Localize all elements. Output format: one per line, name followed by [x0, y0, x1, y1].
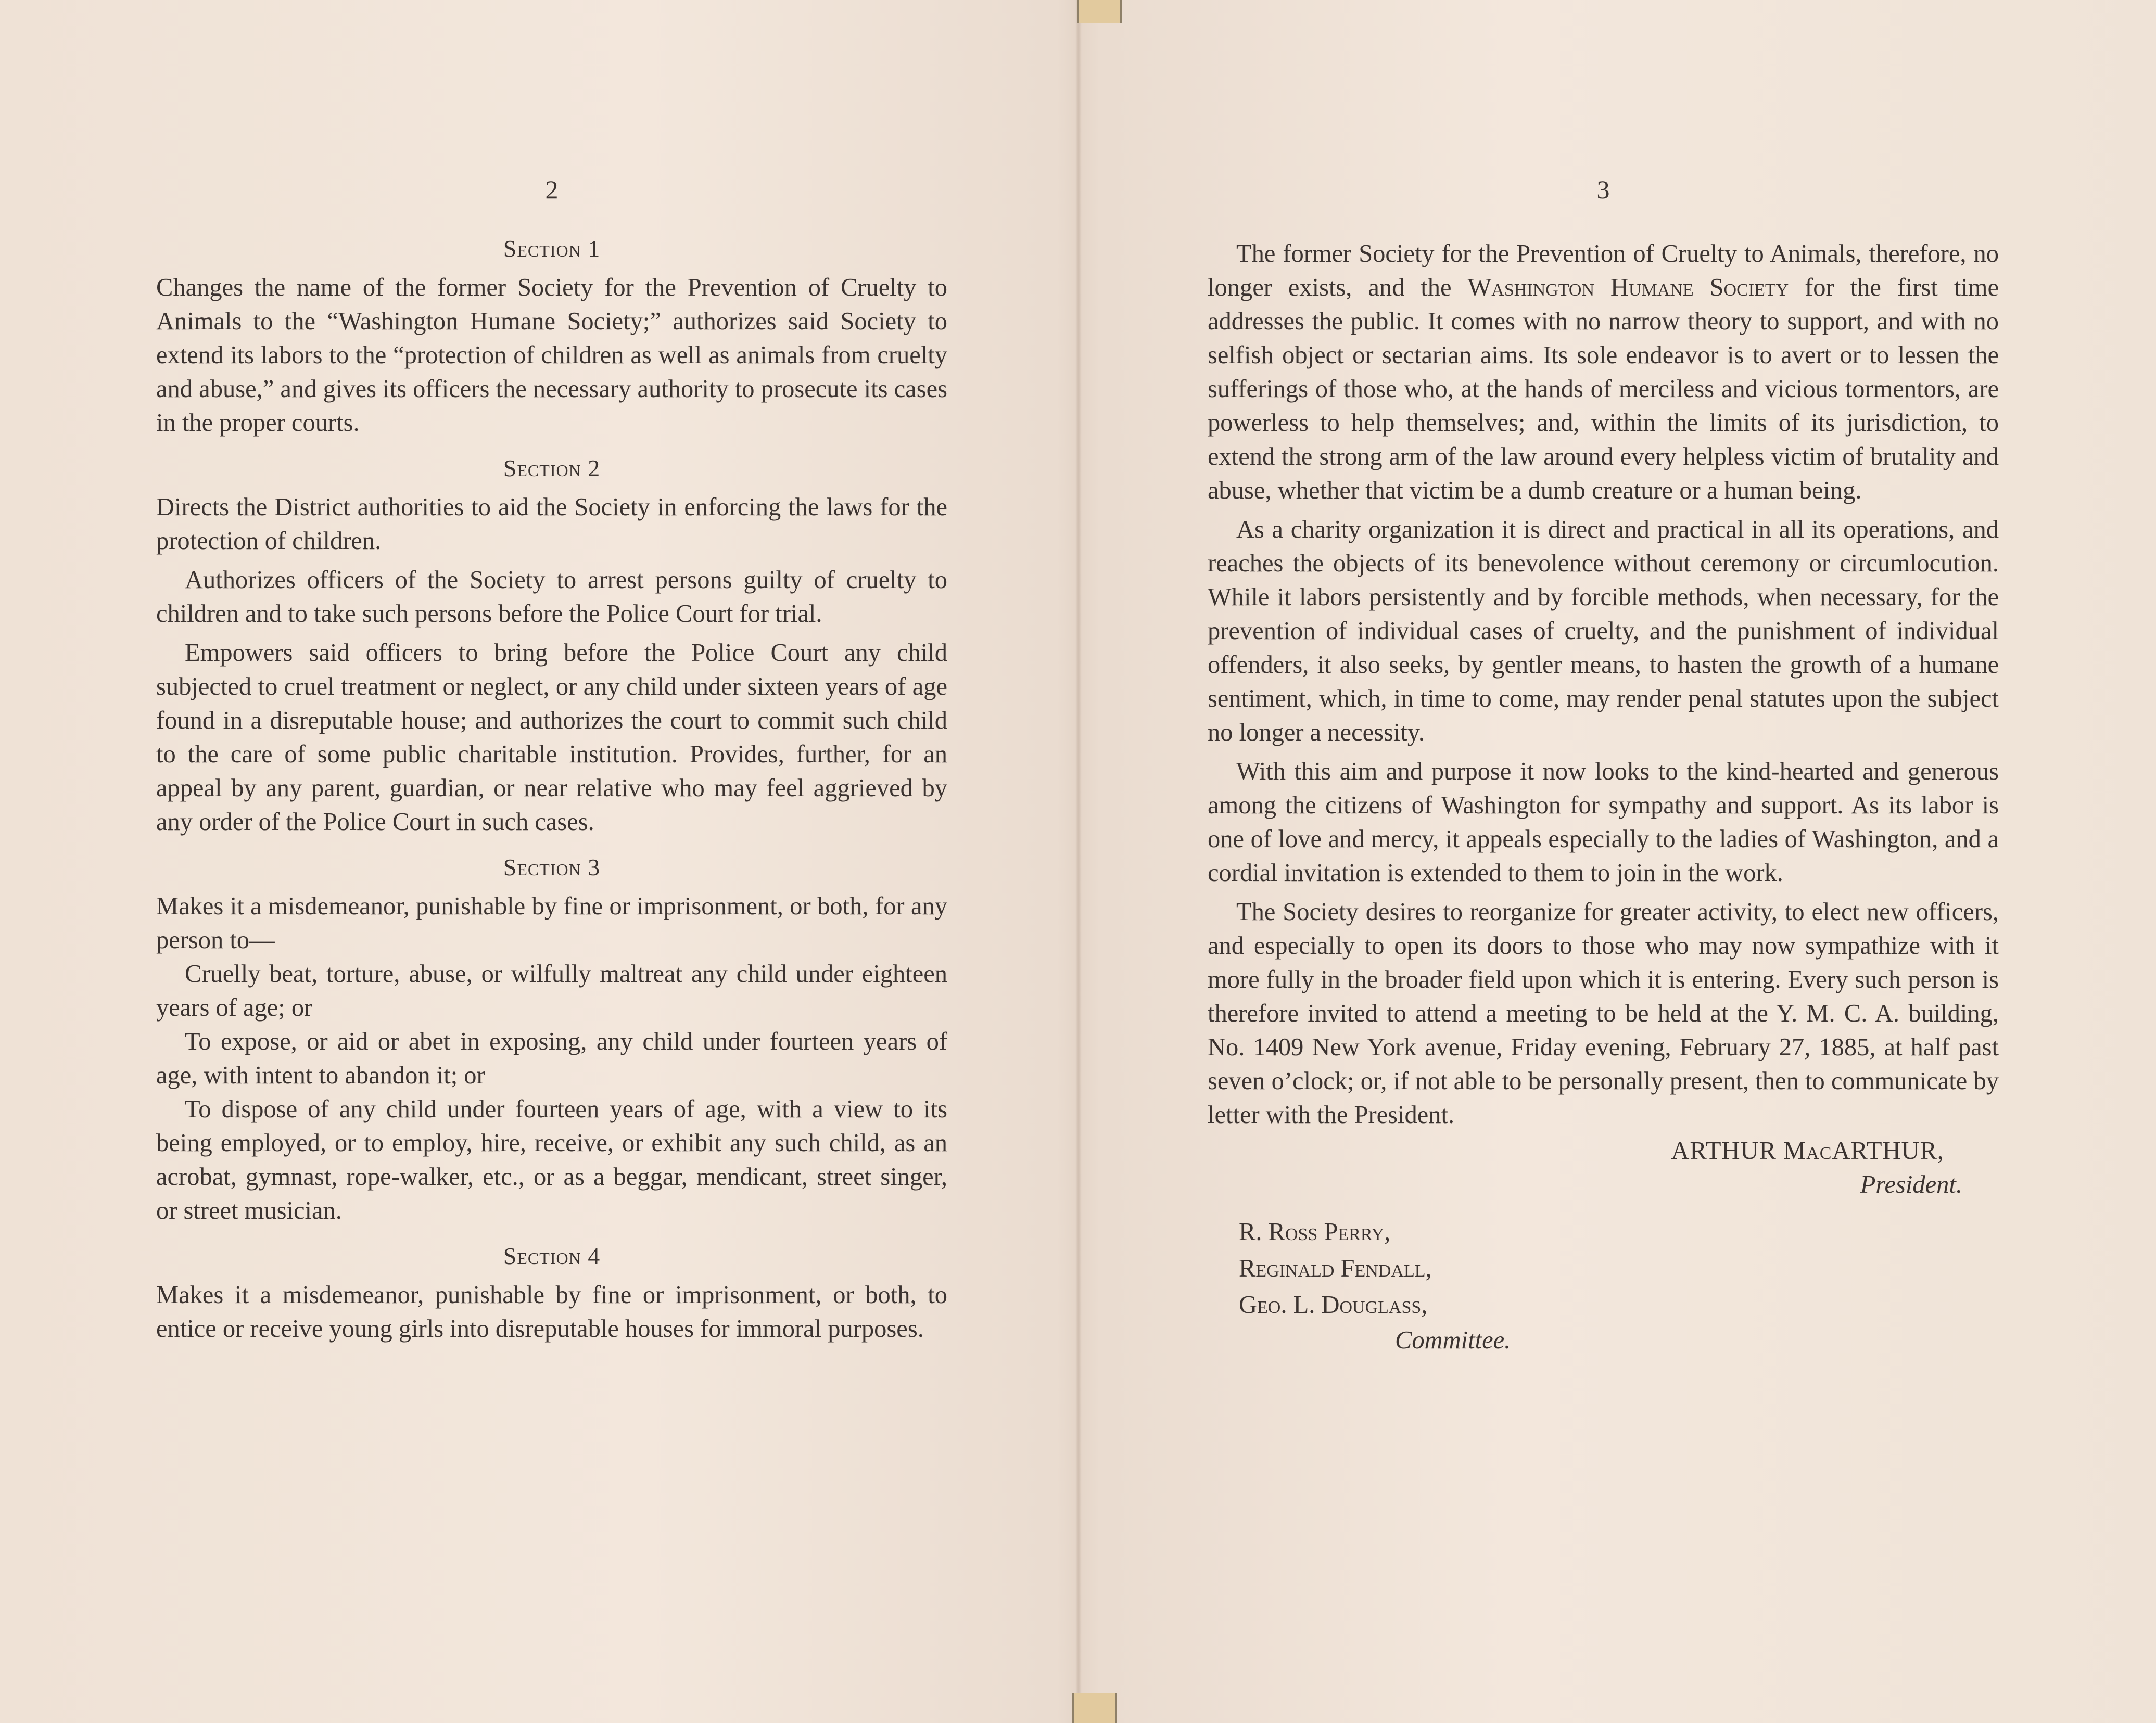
- right-page: [1208, 0, 1999, 1723]
- society-name: Washington Humane Society: [1467, 274, 1789, 301]
- committee-member: Reginald Fendall,: [1239, 1255, 1432, 1282]
- section-2-paragraph: Empowers said officers to bring before the Police Court any child subjected to cruel treatment or neglect, or any child under sixteen years of age found in a disreputable house; and authorizes the court to commit such child to the care of some public charitable institution. Provides, further, for an appeal by any parent, guardian, or near relative who may feel aggrieved by any order of the Police Court in such cases.: [156, 639, 947, 836]
- page-number-left: 2: [545, 175, 559, 204]
- paragraph-meeting: The Society desires to reorganize for greater activity, to elect new officers, and especially to open its doors to those who may now sympathize with it more fully in the broader field upon which it is entering. Every such person is therefore invited to attend a meeting to be held at the Y. M. C. A. building, No. 1409 New York avenue, Friday evening, February 27, 1885, at half past seven o’clock; or, if not able to be personally present, then to communicate by letter with the President.: [1208, 898, 1999, 1129]
- center-fold: [1075, 0, 1082, 1723]
- page-number-right: 3: [1596, 175, 1610, 204]
- section-3-heading: Section 3: [503, 854, 601, 880]
- binding-tab-top: [1077, 0, 1122, 23]
- section-4-heading: Section 4: [503, 1243, 601, 1269]
- left-page: [156, 0, 947, 1723]
- section-2-paragraph: Authorizes officers of the Society to arrest persons guilty of cruelty to children and to take such persons before the Police Court for trial.: [156, 566, 947, 628]
- section-2-heading: Section 2: [503, 455, 601, 481]
- section-1-paragraph: Changes the name of the former Society for the Prevention of Cruelty to Animals to the “Washington Humane Society;” authorizes said Society to extend its labors to the “protection of children as well as animals from cruelty and abuse,” and gives its officers the necessary authority to prosecute its cases in the proper courts.: [156, 274, 947, 437]
- left-page-body: [156, 232, 947, 1346]
- paragraph-society-intro-a: The former Society for the Prevention of Cruelty to Animals, therefore, no longer exists, and the: [1208, 240, 1999, 301]
- section-1-heading: Section 1: [503, 235, 601, 262]
- committee-member: R. Ross Perry,: [1239, 1218, 1391, 1246]
- paragraph-charity: As a charity organization it is direct and practical in all its operations, and reaches the objects of its benevolence without ceremony or circumlocution. While it labors persistently and by forcible methods, when necessary, for the prevention of individual cases of cruelty, and the punishment of individual offenders, it also seeks, by gentler means, to hasten the growth of a humane sentiment, which, in time to come, may render penal statutes upon the subject no longer a necessity.: [1208, 516, 1999, 746]
- section-3-paragraph: To dispose of any child under fourteen years of age, with a view to its being employed, or to employ, hire, receive, or exhibit any such child, as an acrobat, gymnast, rope-walker, etc., or as a beggar, mendicant, street singer, or street musician.: [156, 1095, 947, 1224]
- paragraph-appeal: With this aim and purpose it now looks to the kind-hearted and generous among the citizens of Washington for sympathy and support. As its labor is one of love and mercy, it appeals especially to the ladies of Washington, and a cordial invitation is extended to them to join in the work.: [1208, 758, 1999, 887]
- committee-member: Geo. L. Douglass,: [1239, 1291, 1428, 1319]
- section-3-paragraph: To expose, or aid or abet in exposing, any child under fourteen years of age, with intent to abandon it; or: [156, 1028, 947, 1089]
- section-2-paragraph: Directs the District authorities to aid the Society in enforcing the laws for the protection of children.: [156, 493, 947, 555]
- right-page-body: [1208, 237, 1999, 1357]
- section-4-paragraph: Makes it a misdemeanor, punishable by fine or imprisonment, or both, to entice or receive young girls into disreputable houses for immoral purposes.: [156, 1281, 947, 1343]
- binding-tab-bottom: [1072, 1693, 1117, 1723]
- paragraph-society-intro-b: for the first time addresses the public. It comes with no narrow theory to support, and with no selfish object or sectarian aims. Its sole endeavor is to avert or to lessen the sufferings of those who, at the hands of merciless and vicious tormentors, are powerless to help themselves; and, within the limits of its jurisdiction, to extend the strong arm of the law around every helpless victim of brutality and abuse, whether that victim be a dumb creature or a human being.: [1208, 274, 1999, 504]
- committee-label: Committee.: [1395, 1326, 1511, 1354]
- committee-block: [1208, 1214, 1999, 1357]
- paragraph-society-intro: [1208, 237, 1999, 507]
- section-3-paragraph: Makes it a misdemeanor, punishable by fine or imprisonment, or both, for any person to—: [156, 892, 947, 954]
- signature-title: President.: [1860, 1171, 1962, 1198]
- signature-name: ARTHUR MacARTHUR,: [1671, 1137, 1944, 1165]
- section-3-paragraph: Cruelly beat, torture, abuse, or wilfully maltreat any child under eighteen years of age; or: [156, 960, 947, 1022]
